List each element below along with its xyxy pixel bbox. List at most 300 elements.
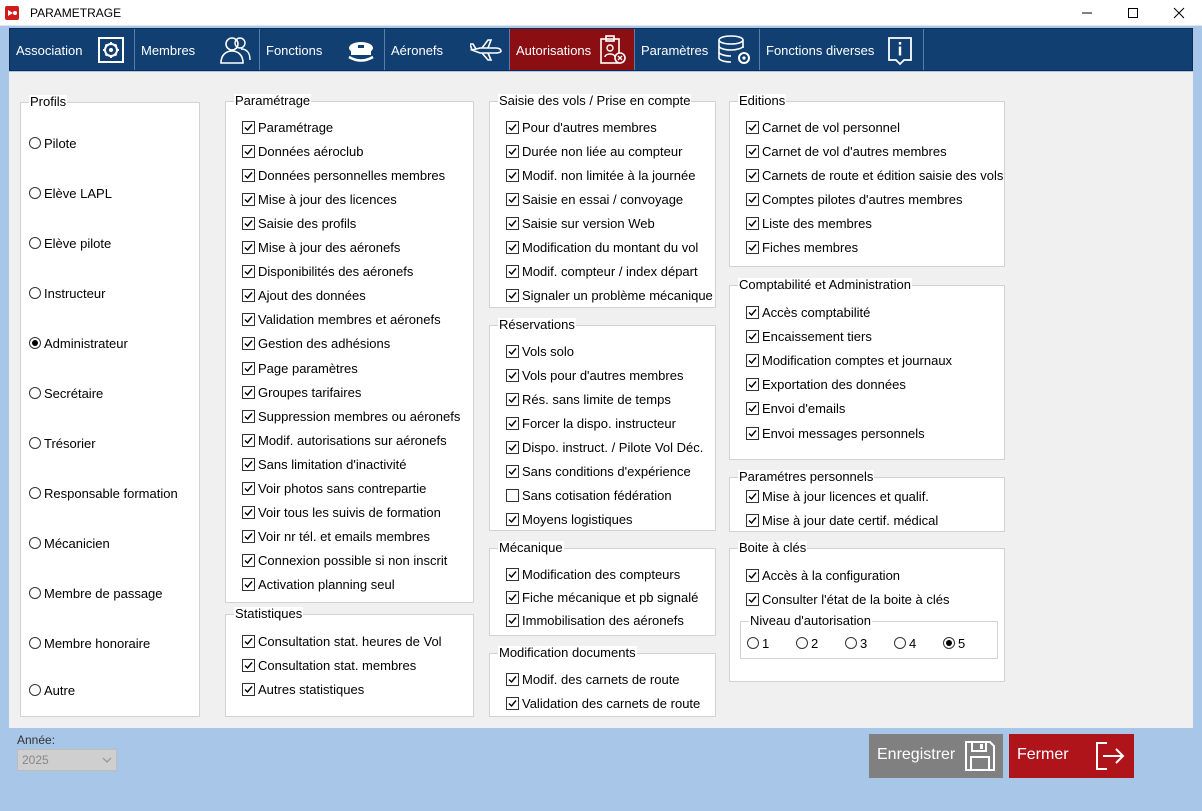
checkbox-signaler-un-probleme-mecanique[interactable] — [506, 286, 713, 304]
checkbox-mise-a-jour-date-certif-medical[interactable] — [746, 511, 938, 529]
checkbox-donnees-personnelles-membres[interactable] — [242, 166, 445, 184]
checkbox-label: Voir tous les suivis de formation — [258, 505, 441, 521]
radio-label: Membre de passage — [44, 585, 163, 601]
checkbox-immobilisation-des-aeronefs[interactable] — [506, 611, 684, 629]
pilot-cap-icon — [345, 34, 377, 66]
checkbox-parametrage[interactable] — [242, 118, 333, 136]
checkbox-label: Durée non liée au compteur — [522, 143, 683, 159]
checkmark-icon — [507, 146, 518, 157]
checkmark-icon — [507, 170, 518, 181]
checkbox-carnet-de-vol-personnel[interactable] — [746, 118, 900, 136]
checkmark-icon — [243, 146, 254, 157]
checkbox-voir-nr-tel-et-emails-membres[interactable] — [242, 528, 430, 546]
tab-label: Association — [16, 43, 83, 58]
checkmark-icon — [243, 338, 254, 349]
checkbox-indicator[interactable] — [506, 393, 519, 406]
checkbox-label: Modif. compteur / index départ — [522, 263, 698, 279]
checkbox-label: Modif. des carnets de route — [522, 671, 680, 687]
group-title: Réservations — [499, 317, 575, 332]
checkbox-label: Validation des carnets de route — [522, 695, 701, 711]
checkbox-indicator[interactable] — [242, 458, 255, 471]
checkbox-carnets-de-route-et-edition-saisie-des-vols[interactable] — [746, 166, 1003, 184]
group-title: Comptabilité et Administration — [739, 277, 911, 292]
checkmark-icon — [507, 266, 518, 277]
checkbox-envoi-d-emails[interactable] — [746, 400, 845, 418]
checkmark-icon — [507, 346, 518, 357]
checkmark-icon — [507, 674, 518, 685]
minimize-icon — [1081, 7, 1093, 19]
checkbox-label: Modification comptes et journaux — [762, 352, 953, 368]
save-button-label: Enregistrer — [877, 746, 956, 763]
radio-membre-honoraire[interactable] — [29, 634, 150, 652]
checkmark-icon — [507, 194, 518, 205]
checkbox-label: Accès comptabilité — [762, 304, 871, 320]
radio-indicator[interactable] — [29, 437, 41, 449]
checkmark-icon — [243, 194, 254, 205]
checkbox-validation-membres-et-aeronefs[interactable] — [242, 311, 441, 329]
checkbox-indicator[interactable] — [242, 145, 255, 158]
checkbox-label: Carnet de vol personnel — [762, 119, 901, 135]
radio-indicator[interactable] — [29, 287, 41, 299]
tab-label: Membres — [141, 43, 196, 58]
checkbox-indicator[interactable] — [242, 265, 255, 278]
checkbox-indicator[interactable] — [242, 683, 255, 696]
checkbox-label: Consultation stat. heures de Vol — [258, 633, 442, 649]
checkbox-indicator[interactable] — [746, 354, 759, 367]
profils-group — [20, 94, 200, 717]
checkbox-indicator[interactable] — [506, 145, 519, 158]
checkbox-label: Fiche mécanique et pb signalé — [522, 589, 699, 605]
checkbox-indicator[interactable] — [506, 121, 519, 134]
modif-documents-group — [489, 645, 716, 717]
annee-select[interactable] — [17, 749, 117, 771]
checkbox-label: Saisie en essai / convoyage — [522, 191, 684, 207]
checkbox-gestion-des-adhesions[interactable] — [242, 335, 390, 353]
checkbox-indicator[interactable] — [506, 513, 519, 526]
radio-label: Secrétaire — [44, 385, 104, 401]
checkbox-label: Voir nr tél. et emails membres — [258, 529, 430, 545]
checkmark-icon — [507, 615, 518, 626]
checkmark-icon — [507, 466, 518, 477]
checkbox-label: Sans cotisation fédération — [522, 487, 672, 503]
checkbox-indicator[interactable] — [506, 345, 519, 358]
checkmark-icon — [507, 218, 518, 229]
checkbox-label: Disponibilités des aéronefs — [258, 264, 414, 280]
checkbox-label: Dispo. instruct. / Pilote Vol Déc. — [522, 439, 704, 455]
radio-label: Membre honoraire — [44, 635, 151, 651]
airplane-icon — [470, 34, 502, 66]
checkbox-mise-a-jour-des-aeronefs[interactable] — [242, 239, 400, 257]
checkmark-icon — [507, 569, 518, 580]
floppy-disk-icon — [963, 739, 997, 773]
radio-tresorier[interactable] — [29, 434, 96, 452]
badge-icon — [596, 34, 628, 66]
radio-indicator[interactable] — [29, 137, 41, 149]
niveau-autorisation-group — [740, 613, 998, 659]
checkbox-indicator[interactable] — [506, 169, 519, 182]
checkbox-validation-des-carnets-de-route[interactable] — [506, 694, 700, 712]
checkbox-indicator[interactable] — [242, 362, 255, 375]
checkbox-label: Données personnelles membres — [258, 167, 446, 183]
checkmark-icon — [243, 579, 254, 590]
checkbox-liste-des-membres[interactable] — [746, 214, 872, 232]
radio-indicator[interactable] — [29, 487, 41, 499]
radio-membre-de-passage[interactable] — [29, 584, 163, 602]
checkbox-modif-des-carnets-de-route[interactable] — [506, 670, 680, 688]
checkbox-indicator[interactable] — [746, 514, 759, 527]
checkbox-indicator[interactable] — [506, 265, 519, 278]
checkbox-modification-des-compteurs[interactable] — [506, 565, 680, 583]
radio-label: Instructeur — [44, 285, 106, 301]
checkmark-icon — [243, 290, 254, 301]
checkbox-label: Pour d'autres membres — [522, 119, 657, 135]
checkbox-indicator[interactable] — [746, 145, 759, 158]
checkmark-icon — [507, 514, 518, 525]
niveau-radio-4[interactable] — [894, 634, 916, 652]
checkbox-acces-a-la-configuration[interactable] — [746, 566, 900, 584]
checkbox-indicator[interactable] — [506, 417, 519, 430]
radio-label: Trésorier — [44, 435, 96, 451]
checkbox-voir-tous-les-suivis-de-formation[interactable] — [242, 504, 441, 522]
close-button[interactable] — [1009, 734, 1134, 778]
radio-label: Administrateur — [44, 335, 128, 351]
params-perso-group — [729, 469, 1005, 532]
radio-label: 3 — [860, 635, 868, 651]
checkbox-label: Données aéroclub — [258, 143, 364, 159]
checkbox-indicator[interactable] — [242, 434, 255, 447]
checkbox-indicator[interactable] — [242, 506, 255, 519]
main-panel — [9, 72, 1193, 728]
checkbox-forcer-la-dispo-instructeur[interactable] — [506, 414, 676, 432]
checkmark-icon — [747, 218, 758, 229]
info-icon — [884, 34, 916, 66]
saisie-vols-group — [489, 93, 716, 308]
checkbox-label: Voir photos sans contrepartie — [258, 481, 427, 496]
checkbox-label: Consultation stat. membres — [258, 657, 417, 673]
checkbox-indicator[interactable] — [746, 241, 759, 254]
checkbox-label: Modification du montant du vol — [522, 239, 699, 255]
checkbox-indicator[interactable] — [506, 465, 519, 478]
checkbox-label: Activation planning seul — [258, 577, 395, 593]
checkbox-indicator[interactable] — [242, 121, 255, 134]
radio-autre[interactable] — [29, 681, 75, 699]
parametrage-group — [225, 93, 474, 603]
checkbox-res-sans-limite-de-temps[interactable] — [506, 390, 671, 408]
checkbox-indicator[interactable] — [506, 489, 519, 502]
checkbox-fiche-mecanique-et-pb-signale[interactable] — [506, 588, 698, 606]
checkbox-indicator[interactable] — [242, 289, 255, 302]
maximize-button[interactable] — [1110, 0, 1156, 26]
tab-label: Fonctions — [266, 43, 323, 58]
checkbox-exportation-des-donnees[interactable] — [746, 376, 906, 394]
checkmark-icon — [507, 290, 518, 301]
radio-indicator[interactable] — [943, 637, 955, 649]
checkbox-modification-du-montant-du-vol[interactable] — [506, 238, 698, 256]
checkbox-saisie-en-essai-convoyage[interactable] — [506, 190, 683, 208]
close-button-label: Fermer — [1017, 746, 1069, 763]
minimize-button[interactable] — [1064, 0, 1110, 26]
tab-label: Autorisations — [516, 43, 592, 58]
checkbox-indicator[interactable] — [506, 697, 519, 710]
close-icon — [1173, 7, 1185, 19]
checkbox-saisie-sur-version-web[interactable] — [506, 214, 655, 232]
group-title: Paramétres personnels — [739, 469, 874, 484]
radio-indicator[interactable] — [29, 537, 41, 549]
tab-fonctions-diverses[interactable] — [760, 29, 924, 70]
radio-label: Pilote — [44, 135, 77, 151]
checkbox-pour-d-autres-membres[interactable] — [506, 118, 657, 136]
checkbox-indicator[interactable] — [746, 490, 759, 503]
checkmark-icon — [747, 403, 758, 414]
checkbox-indicator[interactable] — [242, 217, 255, 230]
title-bar — [0, 0, 1202, 26]
tab-association[interactable] — [10, 29, 135, 70]
database-gear-icon — [717, 34, 753, 66]
checkbox-ajout-des-donnees[interactable] — [242, 287, 366, 305]
tab-membres[interactable] — [135, 29, 260, 70]
tab-autorisations[interactable] — [510, 29, 635, 70]
niveau-radio-2[interactable] — [796, 634, 818, 652]
checkbox-consulter-l-etat-de-la-boite-a-cles[interactable] — [746, 590, 949, 608]
checkbox-indicator[interactable] — [746, 593, 759, 606]
checkbox-indicator[interactable] — [242, 386, 255, 399]
group-title: Editions — [739, 93, 786, 108]
niveau-radio-3[interactable] — [845, 634, 867, 652]
tab-fonctions[interactable] — [260, 29, 385, 70]
radio-label: Elève LAPL — [44, 185, 112, 201]
tab-parametres[interactable] — [635, 29, 760, 70]
checkbox-moyens-logistiques[interactable] — [506, 510, 633, 528]
checkbox-indicator[interactable] — [506, 217, 519, 230]
group-title: Saisie des vols / Prise en compte — [499, 93, 691, 108]
checkbox-label: Immobilisation des aéronefs — [522, 612, 684, 628]
checkmark-icon — [507, 698, 518, 709]
checkmark-icon — [747, 379, 758, 390]
maximize-icon — [1127, 7, 1139, 19]
radio-secretaire[interactable] — [29, 384, 103, 402]
checkbox-indicator[interactable] — [506, 289, 519, 302]
checkbox-label: Gestion des adhésions — [258, 336, 391, 352]
radio-label: 1 — [762, 635, 770, 651]
checkbox-modif-autorisations-sur-aeronefs[interactable] — [242, 431, 447, 449]
checkmark-icon — [507, 442, 518, 453]
checkmark-icon — [747, 355, 758, 366]
checkbox-indicator[interactable] — [242, 635, 255, 648]
checkbox-label: Groupes tarifaires — [258, 384, 362, 400]
checkbox-label: Saisie sur version Web — [522, 215, 655, 231]
checkbox-vols-solo[interactable] — [506, 342, 574, 360]
radio-administrateur[interactable] — [29, 334, 128, 352]
radio-indicator[interactable] — [894, 637, 906, 649]
radio-indicator[interactable] — [845, 637, 857, 649]
checkmark-icon — [243, 459, 254, 470]
checkbox-indicator[interactable] — [242, 169, 255, 182]
checkmark-icon — [243, 636, 254, 647]
radio-indicator[interactable] — [29, 237, 41, 249]
checkbox-modif-compteur-index-depart[interactable] — [506, 262, 698, 280]
checkbox-indicator[interactable] — [746, 217, 759, 230]
checkbox-consultation-stat-membres[interactable] — [242, 656, 416, 674]
checkbox-envoi-messages-personnels[interactable] — [746, 424, 925, 442]
checkbox-groupes-tarifaires[interactable] — [242, 383, 361, 401]
checkbox-label: Modif. non limitée à la journée — [522, 167, 696, 183]
reservations-group — [489, 317, 716, 531]
checkbox-dispo-instruct-pilote-vol-dec[interactable] — [506, 438, 703, 456]
radio-indicator[interactable] — [29, 387, 41, 399]
checkbox-indicator[interactable] — [242, 337, 255, 350]
radio-indicator[interactable] — [29, 684, 41, 696]
checkbox-saisie-des-profils[interactable] — [242, 214, 356, 232]
checkbox-indicator[interactable] — [242, 554, 255, 567]
statistiques-group — [225, 606, 474, 717]
save-button[interactable] — [869, 734, 1003, 778]
group-title: Profils — [30, 94, 67, 109]
radio-pilote[interactable] — [29, 134, 77, 152]
checkbox-indicator[interactable] — [746, 427, 759, 440]
niveau-radio-1[interactable] — [747, 634, 769, 652]
users-icon — [219, 34, 251, 66]
checkbox-sans-conditions-d-experience[interactable] — [506, 462, 691, 480]
radio-indicator[interactable] — [29, 187, 41, 199]
checkbox-suppression-membres-ou-aeronefs[interactable] — [242, 407, 460, 425]
checkbox-indicator[interactable] — [506, 193, 519, 206]
radio-responsable-formation[interactable] — [29, 484, 178, 502]
checkbox-indicator[interactable] — [746, 121, 759, 134]
checkbox-label: Vols solo — [522, 343, 575, 359]
checkbox-indicator[interactable] — [242, 578, 255, 591]
checkbox-comptes-pilotes-d-autres-membres[interactable] — [746, 190, 962, 208]
checkbox-acces-comptabilite[interactable] — [746, 303, 870, 321]
checkbox-vols-pour-d-autres-membres[interactable] — [506, 366, 683, 384]
checkmark-icon — [243, 218, 254, 229]
checkbox-autres-statistiques[interactable] — [242, 680, 364, 698]
checkbox-label: Vols pour d'autres membres — [522, 367, 684, 383]
checkbox-indicator[interactable] — [506, 441, 519, 454]
radio-label: 4 — [909, 635, 917, 651]
checkmark-icon — [243, 531, 254, 542]
tab-aeronefs[interactable] — [385, 29, 510, 70]
checkbox-label: Mise à jour des licences — [258, 191, 397, 207]
checkmark-icon — [747, 428, 758, 439]
chevron-down-icon — [102, 756, 112, 764]
checkbox-label: Carnet de vol d'autres membres — [762, 143, 947, 159]
checkbox-disponibilites-des-aeronefs[interactable] — [242, 263, 413, 281]
radio-label: Autre — [44, 682, 76, 698]
checkbox-mise-a-jour-licences-et-qualif[interactable] — [746, 487, 929, 505]
radio-indicator[interactable] — [796, 637, 808, 649]
checkbox-indicator[interactable] — [506, 591, 519, 604]
checkbox-voir-photos-sans-contrepartie[interactable] — [242, 480, 426, 498]
checkbox-indicator[interactable] — [746, 306, 759, 319]
checkbox-label: Exportation des données — [762, 377, 906, 393]
checkmark-icon — [747, 242, 758, 253]
radio-label: Elève pilote — [44, 235, 112, 251]
checkbox-donnees-aeroclub[interactable] — [242, 142, 364, 160]
checkbox-indicator[interactable] — [746, 569, 759, 582]
radio-indicator[interactable] — [747, 637, 759, 649]
checkbox-indicator[interactable] — [242, 482, 255, 495]
checkbox-label: Connexion possible si non inscrit — [258, 553, 448, 569]
checkbox-sans-limitation-d-inactivite[interactable] — [242, 455, 406, 473]
radio-indicator[interactable] — [29, 587, 41, 599]
checkmark-icon — [243, 242, 254, 253]
radio-eleve-pilote[interactable] — [29, 234, 111, 252]
checkbox-indicator[interactable] — [242, 659, 255, 672]
mecanique-group — [489, 540, 716, 636]
checkmark-icon — [507, 418, 518, 429]
checkmark-icon — [243, 660, 254, 671]
checkbox-indicator[interactable] — [242, 313, 255, 326]
checkbox-encaissement-tiers[interactable] — [746, 327, 872, 345]
checkbox-indicator[interactable] — [746, 378, 759, 391]
checkbox-indicator[interactable] — [506, 614, 519, 627]
checkbox-modification-comptes-et-journaux[interactable] — [746, 351, 952, 369]
checkbox-label: Moyens logistiques — [522, 511, 633, 527]
radio-indicator[interactable] — [29, 337, 41, 349]
radio-mecanicien[interactable] — [29, 534, 110, 552]
checkbox-indicator[interactable] — [506, 673, 519, 686]
checkbox-duree-non-liee-au-compteur[interactable] — [506, 142, 682, 160]
checkbox-activation-planning-seul[interactable] — [242, 576, 395, 594]
group-title: Mécanique — [499, 540, 563, 555]
niveau-radio-5[interactable] — [943, 634, 965, 652]
radio-eleve-lapl[interactable] — [29, 184, 112, 202]
checkbox-mise-a-jour-des-licences[interactable] — [242, 190, 397, 208]
checkmark-icon — [507, 370, 518, 381]
checkbox-indicator[interactable] — [242, 241, 255, 254]
checkbox-indicator[interactable] — [506, 241, 519, 254]
checkbox-consultation-stat-heures-de-vol[interactable] — [242, 632, 442, 650]
checkbox-indicator[interactable] — [242, 530, 255, 543]
tab-bar — [9, 28, 1193, 71]
checkbox-indicator[interactable] — [746, 193, 759, 206]
checkmark-icon — [243, 435, 254, 446]
checkbox-indicator[interactable] — [746, 402, 759, 415]
checkbox-fiches-membres[interactable] — [746, 238, 858, 256]
close-window-button[interactable] — [1156, 0, 1202, 26]
checkbox-indicator[interactable] — [746, 330, 759, 343]
checkbox-label: Envoi messages personnels — [762, 425, 925, 441]
checkbox-label: Mise à jour des aéronefs — [258, 240, 401, 255]
tab-label: Aéronefs — [391, 43, 444, 58]
window-title: PARAMETRAGE — [30, 6, 122, 20]
checkbox-page-parametres[interactable] — [242, 359, 358, 377]
radio-indicator[interactable] — [29, 637, 41, 649]
checkmark-icon — [243, 411, 254, 422]
radio-instructeur[interactable] — [29, 284, 105, 302]
radio-label: 2 — [811, 635, 819, 651]
checkbox-carnet-de-vol-d-autres-membres[interactable] — [746, 142, 947, 160]
checkmark-icon — [507, 592, 518, 603]
checkmark-icon — [747, 146, 758, 157]
checkmark-icon — [507, 122, 518, 133]
checkbox-indicator[interactable] — [506, 568, 519, 581]
checkmark-icon — [747, 194, 758, 205]
checkbox-connexion-possible-si-non-inscrit[interactable] — [242, 552, 447, 570]
checkbox-label: Mise à jour date certif. médical — [762, 512, 939, 528]
checkbox-modif-non-limitee-a-la-journee[interactable] — [506, 166, 695, 184]
checkbox-sans-cotisation-federation[interactable] — [506, 486, 672, 504]
checkbox-label: Signaler un problème mécanique — [522, 287, 713, 303]
checkbox-indicator[interactable] — [506, 369, 519, 382]
annee-label: Année: — [17, 733, 56, 747]
radio-label: Mécanicien — [44, 535, 110, 551]
checkbox-indicator[interactable] — [242, 193, 255, 206]
checkbox-indicator[interactable] — [242, 410, 255, 423]
checkmark-icon — [243, 122, 254, 133]
group-title: Modification documents — [499, 645, 636, 660]
checkbox-indicator[interactable] — [746, 169, 759, 182]
